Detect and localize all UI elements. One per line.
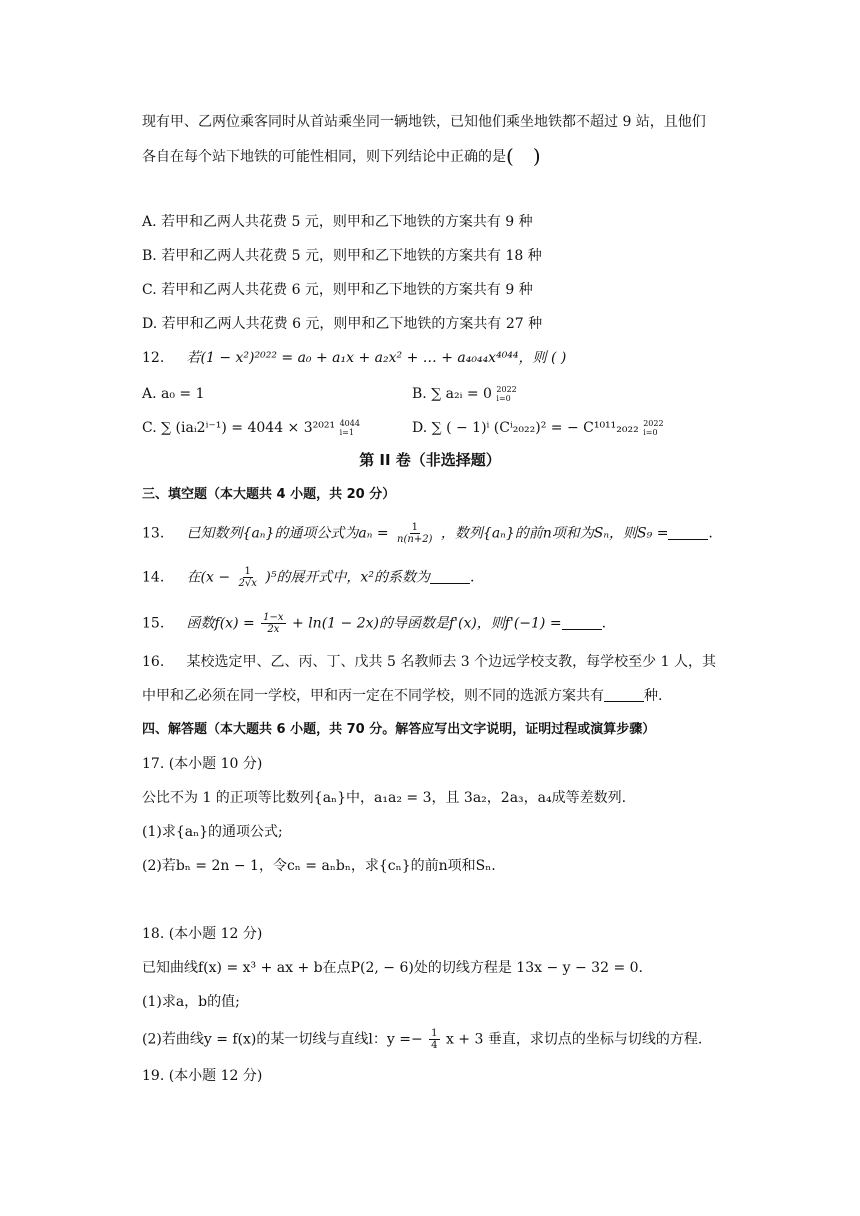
q11-option-d: D. 若甲和乙两人共花费 6 元，则甲和乙下地铁的方案共有 27 种	[142, 316, 543, 332]
denominator: 2√x	[238, 578, 257, 589]
answer-blank[interactable]	[604, 687, 644, 702]
q18-line3-b: x + 3 垂直，求切点的坐标与切线的方程.	[445, 1031, 703, 1048]
answer-blank[interactable]	[562, 615, 602, 630]
limit-upper: 2022	[643, 419, 664, 428]
q18-line3-a: (2)若曲线y = f(x)的某一切线与直线l：y =−	[142, 1031, 423, 1048]
q18-heading: 18. (本小题 12 分)	[142, 926, 263, 942]
numerator: 1−x	[263, 612, 284, 623]
q17-heading: 17. (本小题 10 分)	[142, 756, 263, 772]
q13	[142, 522, 713, 545]
q11-intro-line1: 现有甲、乙两位乘客同时从首站乘坐同一辆地铁，已知他们乘坐地铁都不超过 9 站，且他们	[142, 114, 706, 130]
q18-line2: (1)求a，b的值;	[142, 994, 240, 1010]
q13-text-a: 已知数列{aₙ}的通项公式为aₙ =	[186, 525, 389, 542]
answer-blank[interactable]	[668, 525, 708, 540]
q12-option-d	[412, 418, 666, 438]
q11-option-b: B. 若甲和乙两人共花费 5 元，则甲和乙下地铁的方案共有 18 种	[142, 248, 542, 264]
q18-line1: 已知曲线f(x) = x³ + ax + b在点P(2, − 6)处的切线方程是 13x − y − 32 = 0.	[142, 960, 643, 976]
q13-end: .	[708, 525, 713, 542]
answer-blank[interactable]	[430, 569, 470, 584]
q17-line3: (2)若bₙ = 2n − 1，令cₙ = aₙbₙ，求{cₙ}的前n项和Sₙ.	[142, 858, 496, 874]
q12-option-b-text: B. ∑ a₂ᵢ = 0	[412, 386, 492, 402]
q12-option-c-text: C. ∑ (iaᵢ2ⁱ⁻¹) = 4044 × 3²⁰²¹	[142, 420, 336, 436]
numerator: 1	[411, 522, 418, 533]
q11-intro-line2	[142, 146, 541, 167]
answer-paren: ( )	[506, 144, 541, 168]
q15-text-b: + ln(1 − 2x)的导函数是f'(x)，则f'(−1) =	[292, 615, 562, 632]
numerator: 1	[431, 1028, 438, 1039]
q15-text-a: 函数f(x) =	[186, 615, 255, 632]
part2-title: 第 II 卷（非选择题）	[359, 451, 501, 469]
q15-end: .	[601, 615, 607, 632]
numerator: 1	[244, 566, 251, 577]
limit-lower: i=0	[496, 394, 511, 403]
q12-option-b	[412, 384, 519, 404]
q18-line3	[142, 1028, 702, 1051]
q14-fraction	[237, 566, 259, 589]
limit-upper: 2022	[496, 385, 517, 394]
section3-heading: 三、填空题（本大题共 4 小题，共 20 分）	[142, 487, 396, 502]
q14-text-a: 在(x −	[186, 569, 231, 586]
limit-lower: i=1	[339, 428, 354, 437]
q15	[142, 612, 606, 635]
denominator: n(n+2)	[397, 534, 433, 545]
q18-fraction	[429, 1028, 439, 1051]
q14-number: 14.	[142, 569, 165, 586]
q16-text-line1: 某校选定甲、乙、丙、丁、戊共 5 名教师去 3 个边远学校支教，每学校至少 1 人，其	[186, 654, 716, 670]
q12-option-c-limits	[340, 419, 360, 437]
denominator: 4	[431, 1040, 438, 1051]
q11-option-a: A. 若甲和乙两人共花费 5 元，则甲和乙下地铁的方案共有 9 种	[142, 214, 533, 230]
q16-text-line2b: 种.	[644, 688, 663, 704]
q16-number: 16.	[142, 654, 165, 670]
q13-number: 13.	[142, 525, 165, 542]
q15-number: 15.	[142, 615, 165, 632]
q12-option-b-limits	[496, 385, 516, 403]
q14-end: .	[469, 569, 475, 586]
section4-heading: 四、解答题（本大题共 6 小题，共 70 分。解答应写出文字说明，证明过程或演算步骤）	[142, 722, 656, 737]
q13-fraction	[395, 522, 434, 545]
limit-lower: i=0	[643, 428, 658, 437]
limit-upper: 4044	[339, 419, 360, 428]
q12-option-c	[142, 418, 362, 438]
q19-heading: 19. (本小题 12 分)	[142, 1068, 263, 1084]
q11-option-c: C. 若甲和乙两人共花费 6 元，则甲和乙下地铁的方案共有 9 种	[142, 282, 533, 298]
q12-option-d-limits	[643, 419, 663, 437]
q16-line2	[142, 686, 662, 706]
q12-option-a: A. a₀ = 1	[142, 386, 205, 402]
q11-intro-line2-text: 各自在每个站下地铁的可能性相同，则下列结论中正确的是	[142, 149, 506, 165]
q12-stem: 若(1 − x²)²⁰²² = a₀ + a₁x + a₂x² + … + a₄₀₄₄x⁴⁰⁴⁴，则 ( )	[186, 350, 567, 366]
q13-text-b: ，数列{aₙ}的前n项和为Sₙ，则S₉ =	[440, 525, 669, 542]
q12-number: 12.	[142, 350, 165, 366]
q15-fraction	[261, 612, 285, 635]
q17-line1: 公比不为 1 的正项等比数列{aₙ}中，a₁a₂ = 3，且 3a₂，2a₃，a₄成等差数列.	[142, 790, 627, 806]
q12-option-d-text: D. ∑ ( − 1)ⁱ (Cⁱ₂₀₂₂)² = − C¹⁰¹¹₂₀₂₂	[412, 420, 639, 436]
q16-text-line2a: 中甲和乙必须在同一学校，甲和丙一定在不同学校，则不同的选派方案共有	[142, 688, 604, 704]
q14	[142, 566, 474, 589]
denominator: 2x	[267, 624, 280, 635]
q17-line2: (1)求{aₙ}的通项公式;	[142, 824, 283, 840]
q12-stem-line	[142, 348, 566, 368]
q16-line1	[142, 652, 716, 672]
q14-text-b: )⁵的展开式中，x²的系数为	[265, 569, 430, 586]
